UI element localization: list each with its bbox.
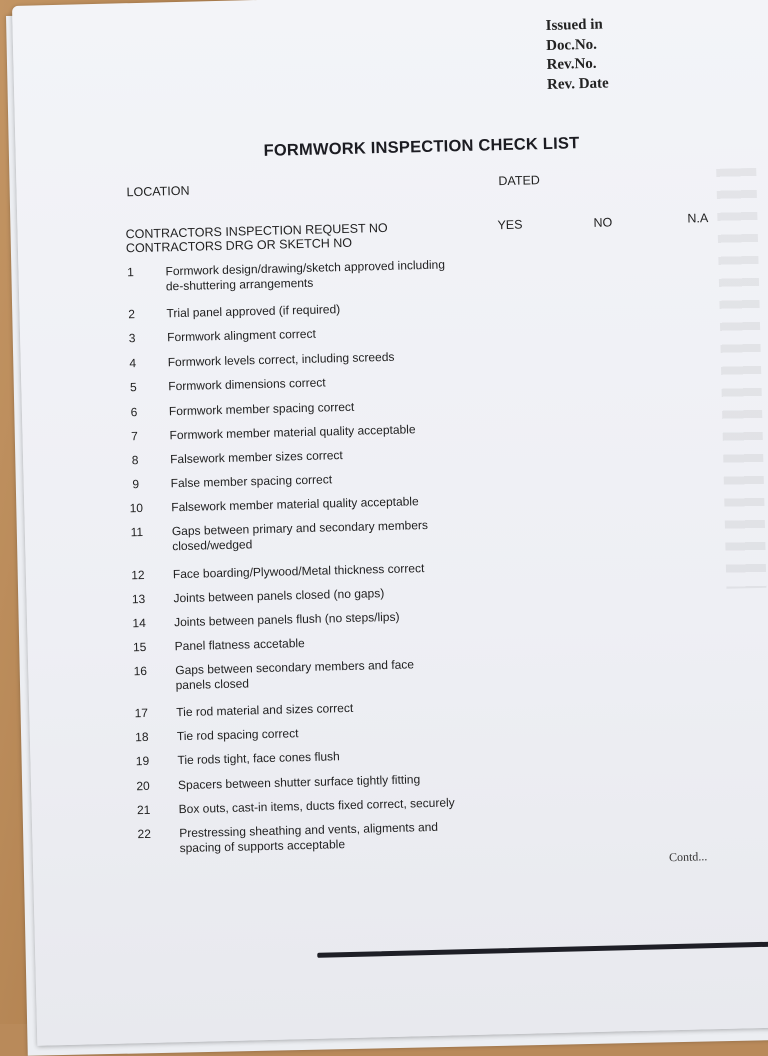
item-number: 15 [132,639,147,655]
checklist-items [118,255,538,855]
item-number: 1 [127,265,135,280]
item-text: Face boarding/Plywood/Metal thickness correct [172,561,425,582]
item-text: Panel flatness accetable [174,636,305,654]
item-number: 4 [129,356,137,371]
item-number: 22 [137,826,152,842]
header-rev-date: Rev. Date [546,74,609,93]
item-number: 11 [130,524,144,540]
column-yes: YES [497,217,523,233]
item-text: Tie rod material and sizes correct [176,700,354,720]
item-number: 7 [131,429,139,444]
item-text: Tie rods tight, face cones flush [177,749,340,768]
item-number: 19 [135,753,150,769]
item-number: 18 [135,729,149,745]
request-no-label: CONTRACTORS INSPECTION REQUEST NO [125,220,388,242]
item-number: 21 [136,802,151,818]
item-number: 10 [129,500,144,516]
bleed-through-text [716,168,766,589]
item-text: Trial panel approved (if required) [166,302,341,321]
item-text: Box outs, cast-in items, ducts fixed correct, securely [178,795,455,817]
header-doc-no: Doc.No. [545,36,598,54]
item-text: Falsework member material quality acceptable [171,494,419,515]
checklist-page [12,0,768,1046]
item-text: False member spacing correct [170,472,333,491]
item-number: 2 [128,307,136,322]
item-text: Formwork alingment correct [166,326,316,345]
item-number: 12 [131,567,145,583]
item-text: Tie rod spacing correct [176,726,299,744]
item-number: 20 [136,778,150,794]
item-text: Spacers between shutter surface tightly fitting [177,772,421,793]
item-text: Formwork design/drawing/sketch approved including de-shuttering arrangements [165,257,446,293]
page-title: FORMWORK INSPECTION CHECK LIST [263,134,580,160]
item-text: Formwork dimensions correct [168,375,326,394]
item-number: 13 [131,591,146,607]
item-number: 14 [132,615,146,631]
item-text: Formwork levels correct, including screeds [167,349,395,370]
item-text: Gaps between primary and secondary members closed/wedged [171,517,429,553]
item-number: 5 [129,380,137,395]
header-issued-in: Issued in [545,16,603,34]
item-text: Falsework member sizes correct [169,448,343,467]
column-no: NO [593,215,613,230]
item-number: 8 [131,453,139,468]
bottom-rule [317,941,768,957]
continued-note: Contd... [668,849,708,865]
drg-no-label: CONTRACTORS DRG OR SKETCH NO [125,235,353,256]
item-number: 6 [130,405,138,420]
item-number: 9 [132,477,140,492]
item-text: Formwork member material quality acceptable [169,422,416,443]
item-number: 3 [128,331,136,346]
header-rev-no: Rev.No. [546,55,597,73]
item-number: 17 [134,705,149,721]
item-text: Joints between panels flush (no steps/lips) [173,609,400,630]
document-header [545,15,609,94]
item-text: Prestressing sheathing and vents, aligments and spacing of supports acceptable [179,819,439,855]
dated-label: DATED [498,173,541,189]
item-number: 16 [133,663,148,679]
item-text: Gaps between secondary members and face panels closed [175,657,415,692]
location-label: LOCATION [126,183,190,200]
column-na: N.A [687,211,709,226]
item-text: Formwork member spacing correct [168,399,355,419]
item-text: Joints between panels closed (no gaps) [173,586,385,606]
